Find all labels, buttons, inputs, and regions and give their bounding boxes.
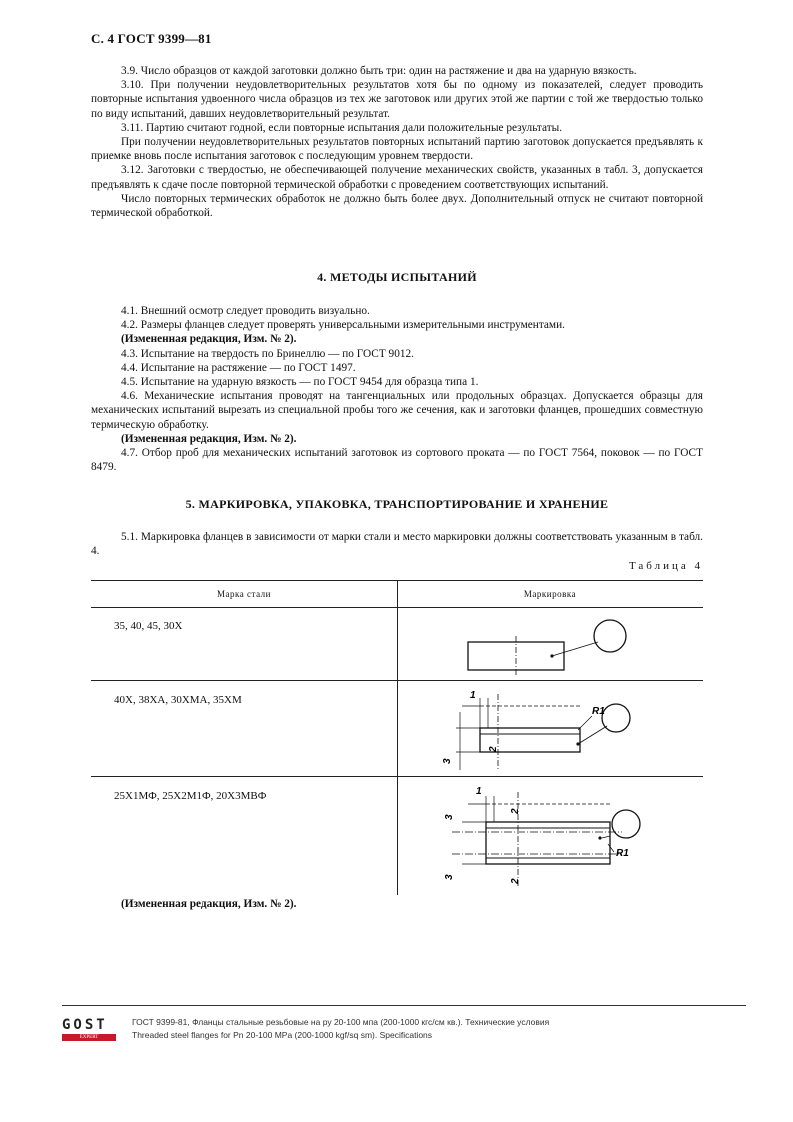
table-row-steel: 40Х, 38ХА, 30ХМА, 35ХМ [114, 694, 242, 706]
column-header-steel: Марка стали [217, 589, 271, 599]
section-4-text [91, 304, 703, 474]
paragraph-3-12: 3.12. Заготовки с твердостью, не обеспечивающей получение механических свойств, указанных в табл. 3, допускается предъявлять к сдаче после повторной термической обработки с проведением соответствующих испытаний. [91, 164, 703, 191]
marking-drawing-1 [460, 612, 640, 678]
leader-line [552, 642, 598, 656]
paragraph-4-3: 4.3. Испытание на твердость по Бринеллю — по ГОСТ 9012. [121, 347, 414, 360]
marking-drawing-2 [432, 684, 632, 776]
paragraph-3-11: 3.11. Партию считают годной, если повторные испытания дали положительные результаты. [121, 121, 563, 134]
table-column-divider [397, 580, 398, 895]
section-5-text [91, 530, 703, 558]
paragraph-3-10: 3.10. При получении неудовлетворительных результатов хотя бы по одному из показателей, следует проводить повторные испытания удвоенного числа образцов из тех же заготовок или других этой же партии с той же твердостью только по виду испытаний, давших неудовлетворительный результат. [91, 79, 703, 120]
dimension-label: 2 [510, 878, 521, 884]
paragraph-3-12-cont: Число повторных термических обработок не должно быть более двух. Дополнительный отпуск не считают повторной термической обработкой. [91, 192, 703, 220]
logo-bar [62, 1034, 117, 1041]
dimension-label: 1 [476, 786, 482, 797]
dimension-label: 2 [488, 746, 499, 752]
paragraph-3-11-cont: При получении неудовлетворительных результатов повторных испытаний партию заготовок допускается предъявлять к приемке вновь после испытания заготовок с последующим уровнем твердости. [91, 136, 703, 163]
paragraph-5-1: 5.1. Маркировка фланцев в зависимости от марки стали и место маркировки должны соответствовать указанным в табл. 4. [91, 531, 703, 558]
marking-drawing-3 [432, 782, 642, 892]
marking-point [598, 836, 601, 839]
footer-text [132, 1016, 549, 1042]
leader-line [578, 716, 592, 730]
amendment-note: (Измененная редакция, Изм. № 2). [121, 432, 297, 445]
marking-circle [594, 620, 626, 652]
paragraph-4-1: 4.1. Внешний осмотр следует проводить визуально. [121, 305, 370, 317]
section-5-title: 5. МАРКИРОВКА, УПАКОВКА, ТРАНСПОРТИРОВАНИЕ И ХРАНЕНИЕ [185, 497, 609, 511]
leader-line [602, 836, 610, 838]
amendment-note: (Измененная редакция, Изм. № 2). [121, 898, 297, 910]
footer-line-ru: ГОСТ 9399-81, Фланцы стальные резьбовые на ру 20-100 мпа (200-1000 кгс/см кв.). Технические условия [132, 1017, 550, 1027]
paragraph-4-5: 4.5. Испытание на ударную вязкость — по ГОСТ 9454 для образца типа 1. [121, 376, 479, 389]
amendment-note: (Измененная редакция, Изм. № 2). [121, 333, 297, 346]
footer-line-en: Threaded steel flanges for Pn 20-100 MPa (200-1000 kgf/sq sm). Specifications [132, 1030, 433, 1040]
logo-subtext: EXPERT [62, 1034, 117, 1041]
dimension-label: 2 [510, 808, 521, 814]
table-row-steel: 25Х1МФ, 25Х2М1Ф, 20Х3МВФ [114, 790, 267, 802]
paragraph-4-4: 4.4. Испытание на растяжение — по ГОСТ 1497. [121, 361, 356, 374]
section-4-title: 4. МЕТОДЫ ИСПЫТАНИЙ [317, 270, 477, 284]
radius-label: R1 [616, 848, 629, 859]
dimension-label: 3 [442, 758, 453, 764]
paragraph-4-7: 4.7. Отбор проб для механических испытаний заготовок из сортового проката — по ГОСТ 7564, поковок — по ГОСТ 8479. [91, 447, 703, 474]
section-3-text [91, 64, 703, 220]
paragraph-4-2: 4.2. Размеры фланцев следует проверять универсальными измерительными инструментами. [121, 319, 565, 332]
leader-line [578, 726, 607, 744]
marking-circle [612, 810, 640, 838]
page-header: С. 4 ГОСТ 9399—81 [91, 31, 212, 46]
paragraph-4-6: 4.6. Механические испытания проводят на тангенциальных или продольных образцах. Допускается образцы для механических испытаний вырезать из специальной пробы того же сечения, как и заготовки фланцев, прошедших совместную термическую обработку. [91, 390, 703, 431]
marking-point [576, 742, 579, 745]
marking-circle [602, 704, 630, 732]
paragraph-3-9: 3.9. Число образцов от каждой заготовки должно быть три: один на растяжение и два на ударную вязкость. [121, 65, 637, 77]
dimension-label: 3 [444, 814, 455, 820]
table-label: Таблица 4 [628, 560, 703, 572]
amendment-final [121, 897, 521, 911]
gost-expert-logo [62, 1018, 117, 1041]
column-header-marking: Маркировка [523, 589, 577, 599]
marking-point [550, 654, 553, 657]
dimension-label: 3 [444, 874, 455, 880]
dimension-label: 1 [470, 690, 476, 701]
leader-line [608, 844, 614, 852]
logo-text: GOST [62, 1017, 108, 1033]
radius-label: R1 [592, 706, 605, 717]
footer-rule [62, 1005, 746, 1006]
table-row-steel: 35, 40, 45, 30Х [114, 620, 183, 632]
